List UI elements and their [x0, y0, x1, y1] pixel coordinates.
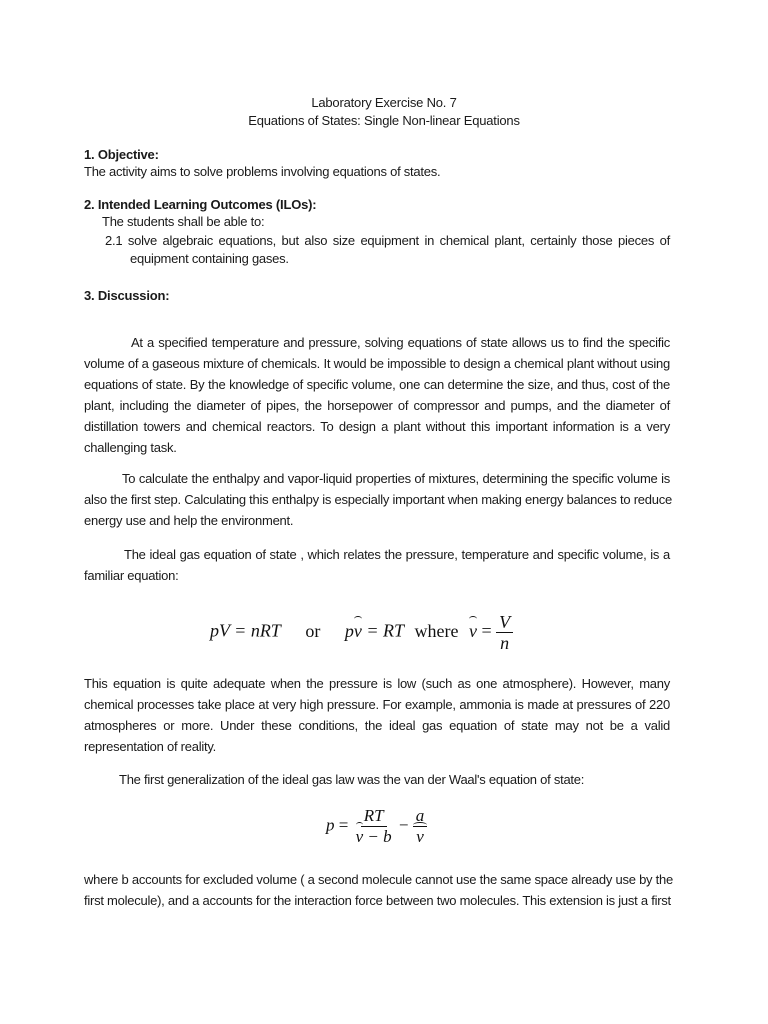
- eq1-where: where: [414, 620, 459, 641]
- eq2-numerator-2: a: [413, 806, 428, 827]
- paragraph-line: chemical processes take place at very high pressure. For example, ammonia is made at pressures of 220: [84, 697, 670, 712]
- eq1-numerator: V: [496, 612, 513, 633]
- eq1-lhs: pV = nRT: [210, 620, 281, 641]
- eq2-denominator-2: v: [413, 827, 427, 847]
- ilos-heading: 2. Intended Learning Outcomes (ILOs):: [84, 197, 317, 212]
- objective-heading: 1. Objective:: [84, 147, 159, 162]
- eq1-denominator: n: [500, 633, 510, 653]
- paragraph-line: also the first step. Calculating this enthalpy is especially important when making energy balances to reduce: [84, 492, 672, 507]
- paragraph-line: distillation towers and chemical reactors. To design a plant without this important information is a very: [84, 419, 670, 434]
- eq1-mid-p: p: [344, 620, 354, 641]
- eq1-mid-rest: = RT: [366, 620, 404, 641]
- ilo-item-line: equipment containing gases.: [130, 251, 289, 266]
- paragraph-line: atmospheres or more. Under these conditions, the ideal gas equation of state may not be a valid: [84, 718, 670, 733]
- paragraph-line: plant, including the diameter of pipes, the horsepower of compressor and pumps, and the diameter of: [84, 398, 670, 413]
- paragraph-line: To calculate the enthalpy and vapor-liquid properties of mixtures, determining the specific volume is: [122, 471, 670, 486]
- eq2-fraction-1: [353, 806, 395, 847]
- exercise-subtitle: Equations of States: Single Non-linear Equations: [248, 113, 520, 128]
- paragraph-line: energy use and help the environment.: [84, 513, 294, 528]
- eq2-equals: =: [338, 815, 349, 835]
- eq2-den-vhat: v: [355, 827, 364, 846]
- paragraph-line: familiar equation:: [84, 568, 179, 583]
- eq2-fraction-2: [413, 806, 428, 847]
- paragraph-line: equations of state. By the knowledge of specific volume, one can determine the size, and thus, cost of the: [84, 377, 670, 392]
- eq2-p: p: [326, 815, 335, 835]
- eq2-minus: −: [398, 815, 409, 835]
- van-der-waals-equation: [326, 806, 427, 847]
- eq2-denominator-1: [353, 827, 395, 847]
- paragraph-line: This equation is quite adequate when the pressure is low (such as one atmosphere). However, many: [84, 676, 670, 691]
- eq2-numerator-1: RT: [361, 806, 387, 827]
- eq2-den-rest: − b: [367, 827, 392, 846]
- ideal-gas-equation: [210, 612, 513, 653]
- paragraph-line: volume of a gaseous mixture of chemicals. It would be impossible to design a chemical plant without using: [84, 356, 670, 371]
- paragraph-line: where b accounts for excluded volume ( a second molecule cannot use the same space already use by the: [84, 872, 673, 887]
- paragraph-line: first molecule), and a accounts for the interaction force between two molecules. This extension is just a first: [84, 893, 671, 908]
- paragraph-line: The ideal gas equation of state , which relates the pressure, temperature and specific volume, is a: [124, 547, 670, 562]
- paragraph-line: At a specified temperature and pressure, solving equations of state allows us to find the specific: [131, 335, 670, 350]
- eq1-vhat: v: [468, 620, 477, 641]
- ilo-item-line: 2.1 solve algebraic equations, but also size equipment in chemical plant, certainly those pieces of: [105, 233, 670, 248]
- ilos-intro: The students shall be able to:: [102, 214, 265, 229]
- eq1-or: or: [305, 620, 321, 641]
- paragraph-line: challenging task.: [84, 440, 177, 455]
- discussion-heading: 3. Discussion:: [84, 288, 170, 303]
- objective-text: The activity aims to solve problems involving equations of states.: [84, 164, 441, 179]
- eq1-fraction: [496, 612, 513, 653]
- paragraph-line: The first generalization of the ideal gas law was the van der Waal's equation of state:: [119, 772, 585, 787]
- eq1-equals: =: [481, 620, 492, 641]
- paragraph-line: representation of reality.: [84, 739, 216, 754]
- exercise-title: Laboratory Exercise No. 7: [311, 95, 457, 110]
- eq1-mid-vhat: v: [353, 620, 362, 641]
